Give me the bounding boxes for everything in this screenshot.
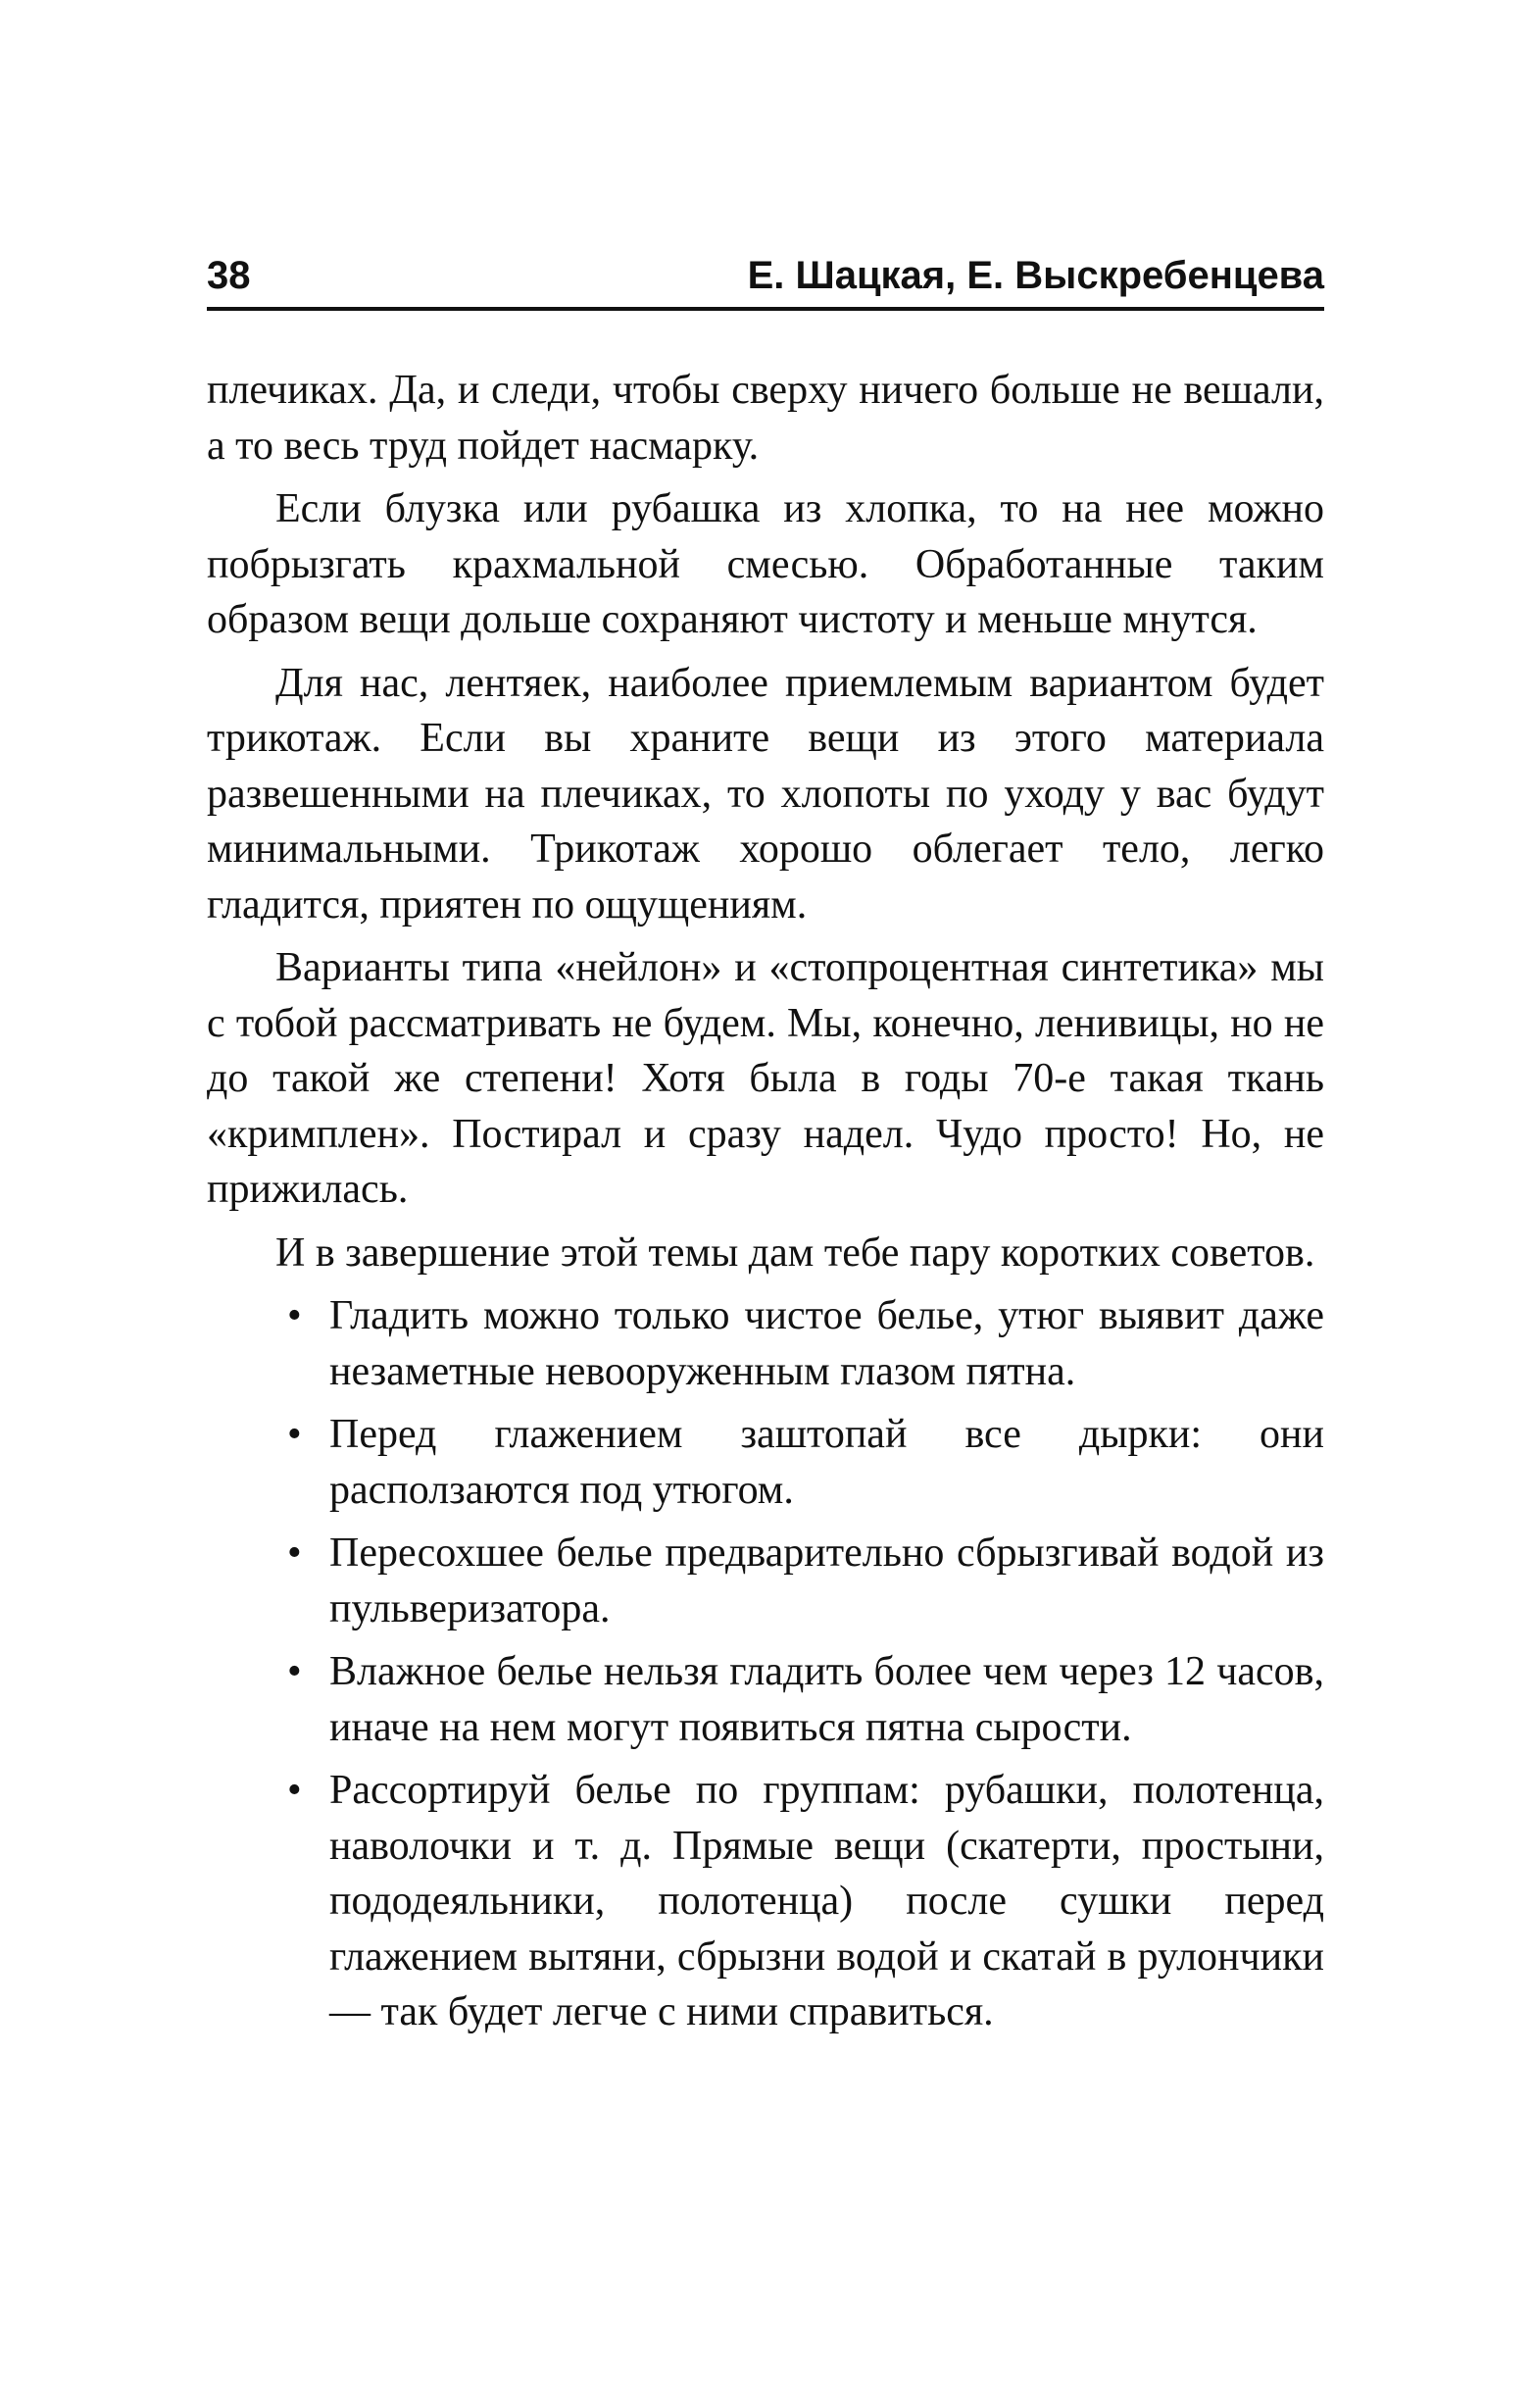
tips-list [207,1288,1324,2040]
tip-text: Гладить можно только чистое белье, утюг выявит даже незаметные невооруженным глазом пятна. [329,1293,1324,1394]
bullet-icon: • [287,1412,302,1457]
tip-item [207,1526,1324,1636]
paragraph-knitwear: Для нас, лентяек, наиболее приемлемым вариантом будет трикотаж. Если вы храните вещи из этого материала развешенными на плечиках, то хлопоты по уходу у вас будут минимальными. Трикотаж хорошо облегает тело, легко гладится, приятен по ощущениям. [207,660,1324,928]
paragraph-cotton: Если блузка или рубашка из хлопка, то на нее можно побрызгать крахмальной смесью. Обработанные таким образом вещи дольше сохраняют чистоту и меньше мнутся. [207,486,1324,642]
bullet-icon: • [287,1649,302,1694]
header-rule [207,307,1324,311]
paragraph-tips-intro: И в завершение этой темы дам тебе пару коротких советов. [275,1229,1315,1276]
paragraph-continuation: плечиках. Да, и следи, чтобы сверху ничего больше не вешали, а то весь труд пойдет насмарку. [207,368,1324,469]
tip-text: Пересохшее белье предварительно сбрызгивай водой из пульверизатора. [329,1530,1324,1631]
tip-text: Влажное белье нельзя гладить более чем через 12 часов, иначе на нем могут появиться пятна сырости. [329,1649,1324,1750]
bullet-icon: • [287,1768,302,1813]
tip-item [207,1763,1324,2040]
header-authors: Е. Шацкая, Е. Выскребенцева [747,254,1324,297]
paragraph-synthetics: Варианты типа «нейлон» и «стопроцентная синтетика» мы с тобой рассматривать не будем. Мы, конечно, ленивицы, но не до такой же степени! Хотя была в годы 70-е такая ткань «кримплен». Постирал и сразу надел. Чудо просто! Но, не прижилась. [207,945,1324,1212]
tip-item [207,1644,1324,1755]
book-page [207,250,1324,2034]
bullet-icon: • [287,1530,302,1576]
tip-item [207,1407,1324,1518]
body-text [207,363,1324,2048]
tip-item [207,1288,1324,1399]
page-number: 38 [207,254,251,297]
tip-text: Перед глажением заштопай все дырки: они расползаются под утюгом. [329,1412,1324,1513]
bullet-icon: • [287,1293,302,1338]
running-head [207,250,1324,309]
tip-text: Рассортируй белье по группам: рубашки, полотенца, наволочки и т. д. Прямые вещи (скатерти, простыни, пододеяльники, полотенца) после сушки перед глажением вытяни, сбрызни водой и скатай в рулончики — так будет легче с ними справиться. [329,1768,1324,2034]
